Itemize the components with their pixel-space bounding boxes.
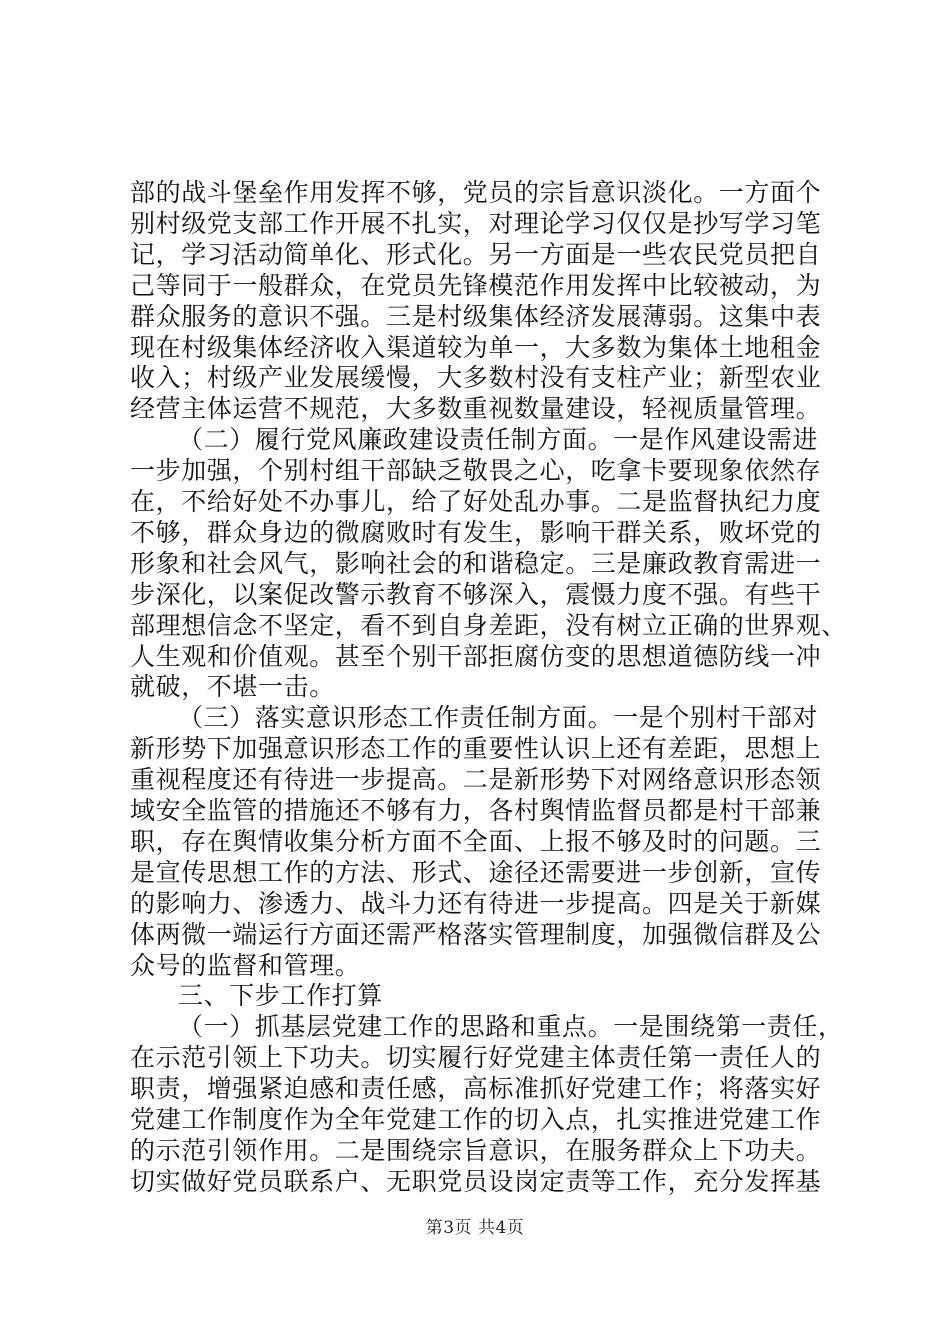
text-line: 的示范引领作用。二是围绕宗旨意识，在服务群众上下功夫。	[130, 1136, 822, 1165]
text-line: 在，不给好处不办事儿，给了好处乱办事。二是监督执纪力度	[130, 487, 822, 516]
text-line: 人生观和价值观。甚至个别干部拒腐仿变的思想道德防线一冲	[130, 642, 822, 671]
section-heading: （三）落实意识形态工作责任制方面。一是个别村干部对	[178, 703, 819, 732]
text-line: 不够，群众身边的微腐败时有发生，影响干群关系，败坏党的	[130, 518, 822, 547]
page-footer: 第3页 共4页	[425, 1218, 525, 1238]
text-line: 党建工作制度作为全年党建工作的切入点，扎实推进党建工作	[130, 1105, 822, 1134]
text-line: 收入；村级产业发展缓慢，大多数村没有支柱产业；新型农业	[130, 363, 822, 392]
text-line: 记，学习活动简单化、形式化。另一方面是一些农民党员把自	[130, 240, 822, 269]
section-heading: （一）抓基层党建工作的思路和重点。一是围绕第一责任，	[178, 1012, 844, 1041]
text-line: 群众服务的意识不强。三是村级集体经济发展薄弱。这集中表	[130, 302, 822, 331]
text-line: 己等同于一般群众，在党员先锋模范作用发挥中比较被动，为	[130, 271, 822, 300]
text-line: 一步加强，个别村组干部缺乏敬畏之心，吃拿卡要现象依然存	[130, 456, 822, 485]
text-line: 形象和社会风气，影响社会的和谐稳定。三是廉政教育需进一	[130, 549, 822, 578]
text-line: 就破，不堪一击。	[130, 672, 335, 701]
text-line: 步深化，以案促改警示教育不够深入，震慑力度不强。有些干	[130, 580, 822, 609]
section-title: 三、下步工作打算	[178, 981, 383, 1010]
text-line: 体两微一端运行方面还需严格落实管理制度，加强微信群及公	[130, 920, 822, 949]
text-line: 域安全监管的措施还不够有力，各村舆情监督员都是村干部兼	[130, 796, 822, 825]
text-line: 重视程度还有待进一步提高。二是新形势下对网络意识形态领	[130, 765, 822, 794]
text-line: 新形势下加强意识形态工作的重要性认识上还有差距，思想上	[130, 734, 822, 763]
text-line: 部理想信念不坚定，看不到自身差距，没有树立正确的世界观、	[130, 611, 847, 640]
text-line: 现在村级集体经济收入渠道较为单一，大多数为集体土地租金	[130, 333, 822, 362]
text-line: 的影响力、渗透力、战斗力还有待进一步提高。四是关于新媒	[130, 889, 822, 918]
text-line: 部的战斗堡垒作用发挥不够，党员的宗旨意识淡化。一方面个	[130, 178, 822, 207]
text-line: 别村级党支部工作开展不扎实，对理论学习仅仅是抄写学习笔	[130, 209, 822, 238]
text-line: 众号的监督和管理。	[130, 951, 361, 980]
text-line: 经营主体运营不规范，大多数重视数量建设，轻视质量管理。	[130, 394, 822, 423]
text-line: 切实做好党员联系户、无职党员设岗定责等工作，充分发挥基	[130, 1167, 822, 1196]
text-line: 职责，增强紧迫感和责任感，高标准抓好党建工作；将落实好	[130, 1074, 822, 1103]
text-line: 是宣传思想工作的方法、形式、途径还需要进一步创新，宣传	[130, 858, 822, 887]
section-heading: （二）履行党风廉政建设责任制方面。一是作风建设需进	[178, 425, 819, 454]
text-line: 职，存在舆情收集分析方面不全面、上报不够及时的问题。三	[130, 827, 822, 856]
text-line: 在示范引领上下功夫。切实履行好党建主体责任第一责任人的	[130, 1043, 822, 1072]
